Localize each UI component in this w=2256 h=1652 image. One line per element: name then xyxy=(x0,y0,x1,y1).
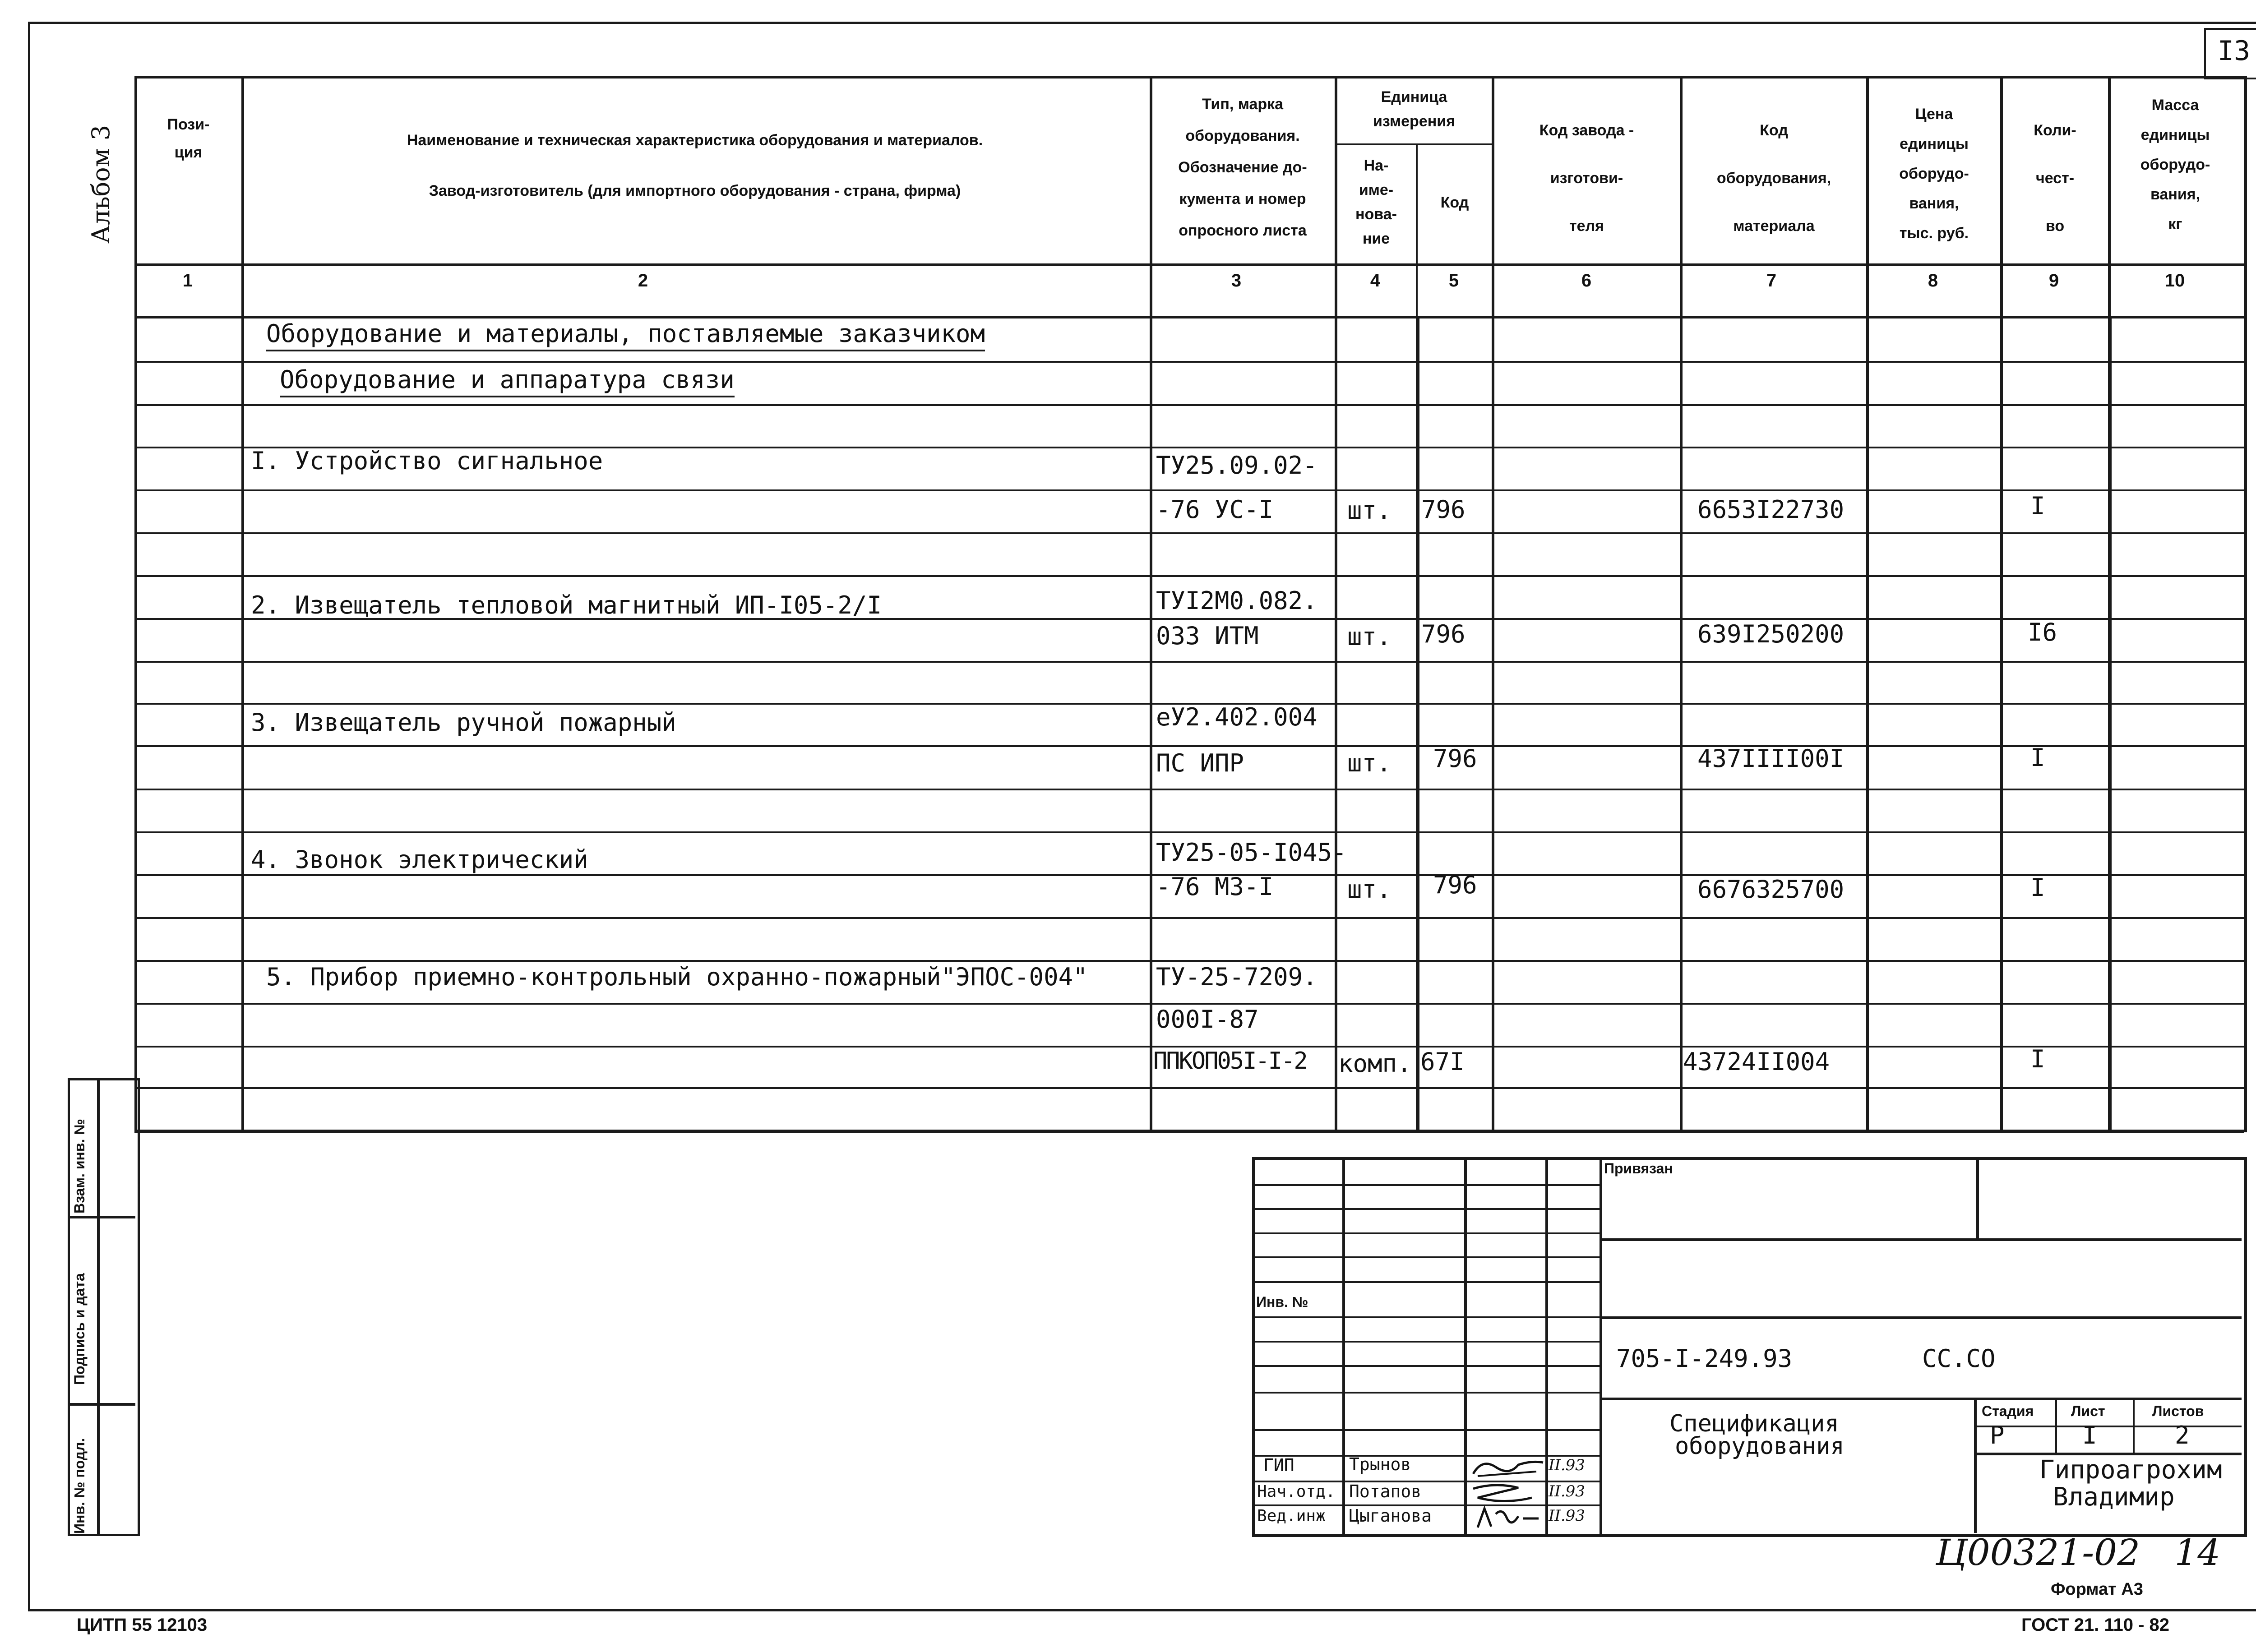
sig-date-gip: II.93 xyxy=(1549,1456,1585,1474)
colnum-10: 10 xyxy=(2164,271,2185,291)
item-3-equip-code: 437IIII00I xyxy=(1697,744,1845,773)
footer-right: ГОСТ 21. 110 - 82 xyxy=(2021,1615,2169,1635)
item-1-qty: I xyxy=(2030,492,2045,520)
item-4-doc1: ТУ25-05-I045- xyxy=(1156,838,1347,867)
doc-code: 705-I-249.93 xyxy=(1616,1344,1793,1373)
item-5-doc3: ППКОП05I-I-2 xyxy=(1153,1047,1307,1075)
item-2-unit: шт. xyxy=(1347,623,1392,651)
item-1-doc2: -76 УС-I xyxy=(1156,495,1274,524)
item-2-doc2: 033 ИТМ xyxy=(1156,622,1259,650)
item-2-equip-code: 639I250200 xyxy=(1697,620,1845,648)
sig-role-gip: ГИП xyxy=(1263,1455,1294,1475)
colnum-7: 7 xyxy=(1766,271,1777,291)
colnum-2: 2 xyxy=(638,271,648,291)
sig-role-vedinzh: Вед.инж xyxy=(1257,1507,1326,1525)
org-line2: Владимир xyxy=(2053,1482,2175,1512)
item-5-qty: I xyxy=(2030,1045,2045,1073)
sheet-label: Лист xyxy=(2071,1403,2105,1419)
handwritten-code: Ц00321-02 14 xyxy=(1936,1532,2221,1574)
sig-date-nachotd: II.93 xyxy=(1549,1482,1585,1500)
sig-name-nachotd: Потапов xyxy=(1349,1481,1422,1501)
item-5-name: 5. Прибор приемно-контрольный охранно-пожарный"ЭПОС-004" xyxy=(266,963,1088,991)
item-3-unit-code: 796 xyxy=(1433,744,1477,773)
item-4-name: 4. Звонок электрический xyxy=(251,845,588,874)
vzam-inv-stamp: Взам. инв. № xyxy=(71,1119,88,1214)
page-number: I3 xyxy=(2217,35,2251,67)
section-title-2: Оборудование и аппаратура связи xyxy=(280,365,735,397)
inv-podl-stamp: Инв. № подл. xyxy=(71,1438,88,1534)
item-4-unit: шт. xyxy=(1347,875,1392,904)
section-title-1: Оборудование и материалы, поставляемые заказчиком xyxy=(266,319,985,351)
doc-title-line2: оборудования xyxy=(1675,1433,1845,1460)
item-2-unit-code: 796 xyxy=(1421,620,1465,648)
doc-title-line1: Спецификация xyxy=(1669,1410,1839,1437)
item-5-doc1: ТУ-25-7209. xyxy=(1156,963,1318,991)
item-3-name: 3. Извещатель ручной пожарный xyxy=(251,708,676,737)
sig-date-vedinzh: II.93 xyxy=(1549,1507,1585,1525)
header-position: Пози- ция xyxy=(167,116,210,161)
item-3-doc1: еУ2.402.004 xyxy=(1156,703,1318,731)
header-name-line1: Наименование и техническая характеристика оборудования и материалов. xyxy=(407,132,983,149)
item-2-doc1: ТУI2М0.082. xyxy=(1156,586,1318,615)
stage-value: Р xyxy=(1990,1421,2005,1449)
header-equip-code: Код оборудования, материала xyxy=(1716,122,1831,235)
item-5-doc2: 000I-87 xyxy=(1156,1005,1259,1034)
sheets-value: 2 xyxy=(2175,1421,2190,1449)
item-3-qty: I xyxy=(2030,743,2045,772)
colnum-6: 6 xyxy=(1581,271,1592,291)
header-unit-code: Код xyxy=(1440,194,1469,211)
header-mass: Масса единицы оборудо- вания, кг xyxy=(2140,97,2210,233)
item-3-doc2: ПС ИПР xyxy=(1156,749,1244,777)
colnum-4: 4 xyxy=(1370,271,1381,291)
sheets-label: Листов xyxy=(2152,1403,2204,1419)
item-1-unit: шт. xyxy=(1347,496,1392,525)
colnum-1: 1 xyxy=(182,271,193,291)
header-price: Цена единицы оборудо- вания, тыс. руб. xyxy=(1899,106,1969,242)
item-4-equip-code: 6676325700 xyxy=(1697,875,1845,904)
colnum-5: 5 xyxy=(1448,271,1459,291)
doc-suffix: СС.СО xyxy=(1922,1344,1996,1373)
sig-name-gip: Трынов xyxy=(1349,1454,1411,1474)
colnum-9: 9 xyxy=(2048,271,2059,291)
colnum-8: 8 xyxy=(1928,271,1938,291)
sig-name-vedinzh: Цыганова xyxy=(1349,1506,1432,1526)
colnum-3: 3 xyxy=(1231,271,1242,291)
header-type: Тип, марка оборудования. Обозначение до- кумента и номер опросного листа xyxy=(1178,96,1307,239)
header-name-line2: Завод-изготовитель (для импортного оборудования - страна, фирма) xyxy=(429,182,961,199)
item-2-qty: I6 xyxy=(2028,618,2057,646)
header-unit-group: Единица измерения xyxy=(1373,88,1455,130)
album-label: Альбом 3 xyxy=(87,125,115,244)
header-quantity: Коли- чест- во xyxy=(2034,122,2076,235)
signature-scribble-vedinzh xyxy=(1471,1505,1543,1532)
item-3-unit: шт. xyxy=(1347,749,1392,777)
item-5-unit: комп. xyxy=(1338,1049,1412,1078)
signature-scribble-nachotd xyxy=(1469,1480,1545,1507)
sheet-value: I xyxy=(2082,1421,2097,1449)
item-5-unit-code: 67I xyxy=(1420,1047,1465,1076)
item-1-equip-code: 6653I22730 xyxy=(1697,495,1845,524)
sig-role-nachotd: Нач.отд. xyxy=(1257,1482,1336,1501)
item-4-doc2: -76 МЗ-I xyxy=(1156,872,1274,901)
item-1-name: I. Устройство сигнальное xyxy=(251,447,603,475)
item-1-doc1: ТУ25.09.02- xyxy=(1156,451,1318,480)
item-1-unit-code: 796 xyxy=(1421,495,1465,524)
format-label: Формат А3 xyxy=(2051,1580,2143,1599)
header-unit-name: На- име- нова- ние xyxy=(1355,157,1397,247)
signature-scribble-gip xyxy=(1469,1454,1545,1481)
org-line1: Гипроагрохим xyxy=(2039,1455,2222,1485)
privyazan-label: Привязан xyxy=(1604,1160,1673,1177)
item-5-equip-code: 43724II004 xyxy=(1683,1047,1830,1076)
inv-no-label: Инв. № xyxy=(1256,1294,1308,1310)
stage-label: Стадия xyxy=(1982,1403,2034,1419)
item-2-name: 2. Извещатель тепловой магнитный ИП-I05-2/I xyxy=(251,591,882,619)
podpis-data-stamp: Подпись и дата xyxy=(71,1273,88,1385)
header-factory-code: Код завода - изготови- теля xyxy=(1539,122,1634,235)
footer-left: ЦИТП 55 12103 xyxy=(77,1615,208,1635)
item-4-qty: I xyxy=(2030,873,2045,902)
item-4-unit-code: 796 xyxy=(1433,871,1477,899)
